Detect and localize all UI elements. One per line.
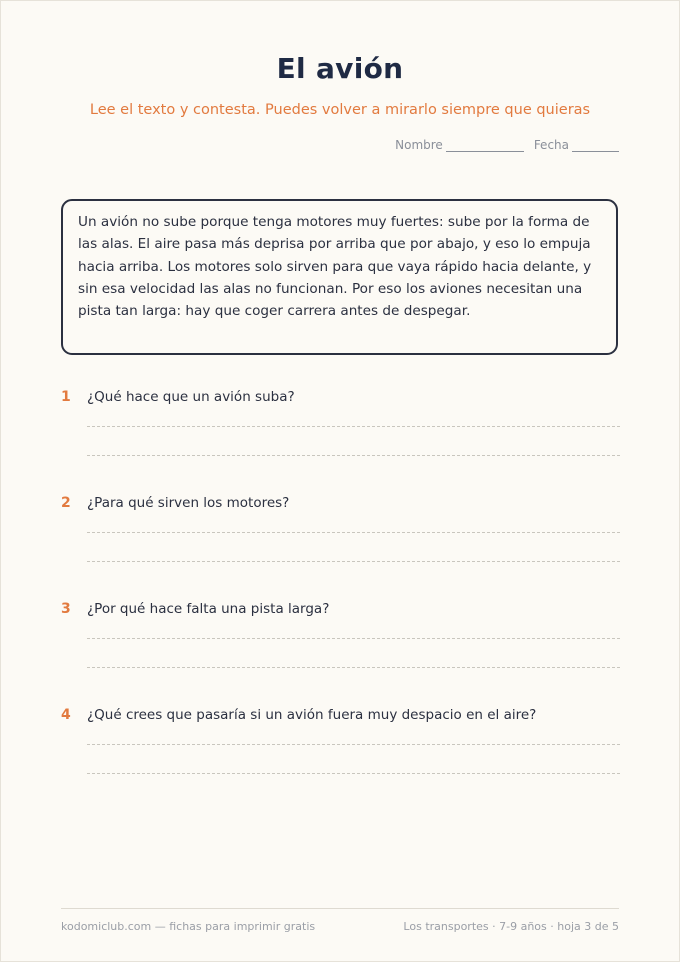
date-label: Fecha xyxy=(533,138,569,152)
answer-line[interactable] xyxy=(87,667,620,668)
footer-divider xyxy=(61,908,619,909)
date-blank[interactable] xyxy=(572,139,619,152)
question-text: ¿Qué crees que pasaría si un avión fuera muy despacio en el aire? xyxy=(87,707,537,723)
question-4 xyxy=(61,707,620,774)
question-number: 2 xyxy=(61,495,71,511)
instructions: Lee el texto y contesta. Puedes volver a mirarlo siempre que quieras xyxy=(89,102,591,118)
worksheet-title: El avión xyxy=(276,52,404,85)
question-text: ¿Para qué sirven los motores? xyxy=(87,495,290,511)
question-1 xyxy=(61,389,620,456)
name-label: Nombre xyxy=(395,138,443,152)
question-text: ¿Por qué hace falta una pista larga? xyxy=(87,601,330,617)
question-number: 3 xyxy=(61,601,71,617)
question-2 xyxy=(61,495,620,562)
footer-site-credit: kodomiclub.com — fichas para imprimir gratis xyxy=(61,920,316,933)
answer-line[interactable] xyxy=(87,426,620,427)
answer-line[interactable] xyxy=(87,638,620,639)
answer-line[interactable] xyxy=(87,532,620,533)
question-3 xyxy=(61,601,620,668)
answer-line[interactable] xyxy=(87,773,620,774)
answer-line[interactable] xyxy=(87,744,620,745)
question-number: 1 xyxy=(61,389,71,405)
name-date-fields xyxy=(395,138,619,152)
answer-line[interactable] xyxy=(87,561,620,562)
answer-line[interactable] xyxy=(87,455,620,456)
reading-text-box: Un avión no sube porque tenga motores muy fuertes: sube por la forma de las alas. El aire pasa más deprisa por arriba que por abajo, y eso lo empuja hacia arriba. Los motores solo sirven para que vaya rápido hacia delante, y sin esa velocidad las alas no funcionan. Por eso los aviones necesitan una pista tan larga: hay que coger carrera antes de despegar. xyxy=(61,199,618,355)
footer-page-info: Los transportes · 7-9 años · hoja 3 de 5 xyxy=(403,920,619,933)
question-number: 4 xyxy=(61,707,71,723)
name-blank[interactable] xyxy=(446,139,524,152)
question-text: ¿Qué hace que un avión suba? xyxy=(87,389,295,405)
